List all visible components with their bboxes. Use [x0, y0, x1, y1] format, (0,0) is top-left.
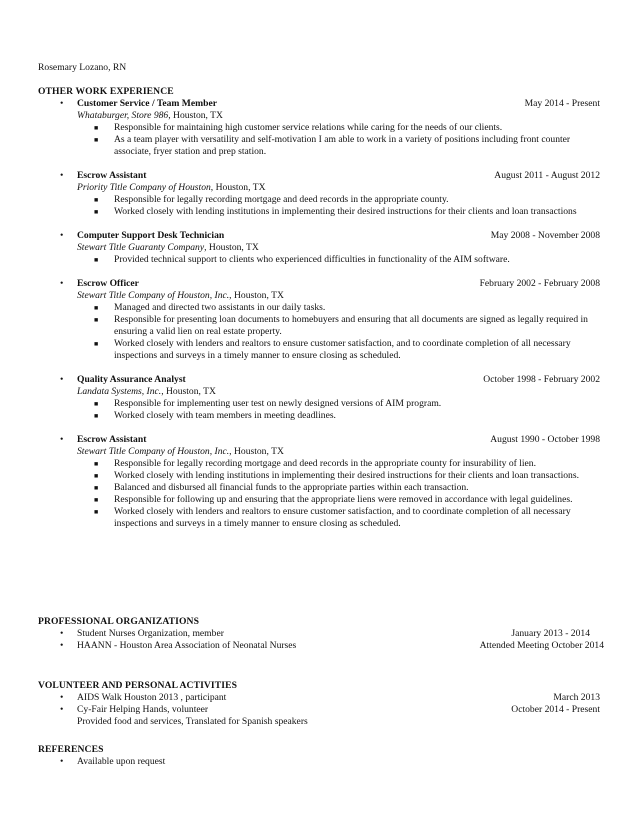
bullet-icon: • — [60, 434, 64, 445]
square-bullet-icon: ■ — [94, 208, 99, 216]
job-title: Escrow Assistant — [77, 170, 147, 181]
section-title: REFERENCES — [38, 744, 104, 755]
job-entry — [38, 374, 600, 422]
job-date: February 2002 - February 2008 — [479, 278, 600, 289]
job-date: May 2014 - Present — [524, 98, 600, 109]
job-company: Stewart Title Company of Houston, Inc., Houston, TX — [77, 446, 284, 457]
duty-item: ■ Managed and directed two assistants in our daily tasks. — [94, 302, 326, 313]
square-bullet-icon: ■ — [94, 136, 99, 144]
candidate-name: Rosemary Lozano, RN — [38, 62, 127, 73]
list-item — [38, 756, 600, 768]
job-company: Landata Systems, Inc., Houston, TX — [77, 386, 216, 397]
volunteer-section — [38, 680, 600, 728]
job-entry — [38, 278, 600, 362]
square-bullet-icon: ■ — [94, 316, 99, 324]
job-company: Stewart Title Guaranty Company, Houston, TX — [77, 242, 259, 253]
professional-organizations-section — [38, 616, 604, 652]
org-label: Student Nurses Organization, member — [77, 628, 224, 639]
bullet-icon: • — [60, 374, 64, 385]
org-label: HAANN - Houston Area Association of Neonatal Nurses — [77, 640, 297, 651]
section-title: VOLUNTEER AND PERSONAL ACTIVITIES — [38, 680, 238, 691]
activity-label: Cy-Fair Helping Hands, volunteer — [77, 704, 209, 715]
job-title: Escrow Officer — [77, 278, 139, 289]
bullet-icon: • — [60, 704, 64, 715]
duty-item: ■ Responsible for presenting loan documents to homebuyers and ensuring that all documents are signed as legally required in ensuring a valid lien on real estate property. — [94, 314, 588, 337]
list-item — [38, 692, 600, 704]
list-item — [38, 704, 600, 716]
references-section — [38, 744, 600, 768]
bullet-icon: • — [60, 230, 64, 241]
duty-item: ■ As a team player with versatility and self-motivation I am able to work in a variety of positions including front counter associate, fryer station and prep station. — [94, 134, 571, 157]
square-bullet-icon: ■ — [94, 400, 99, 408]
work-experience-section — [38, 86, 600, 530]
job-date: May 2008 - November 2008 — [490, 230, 600, 241]
section-title: OTHER WORK EXPERIENCE — [38, 86, 174, 97]
square-bullet-icon: ■ — [94, 304, 99, 312]
bullet-icon: • — [60, 170, 64, 181]
job-entry — [38, 98, 600, 158]
duty-item: ■ Responsible for legally recording mortgage and deed records in the appropriate county for insurability of lien. — [94, 458, 536, 469]
activity-date: October 2014 - Present — [511, 704, 600, 715]
job-date: August 2011 - August 2012 — [494, 170, 600, 181]
job-entry — [38, 434, 600, 530]
square-bullet-icon: ■ — [94, 460, 99, 468]
bullet-icon: • — [60, 98, 64, 109]
job-entry — [38, 230, 600, 266]
square-bullet-icon: ■ — [94, 508, 99, 516]
job-company: Priority Title Company of Houston, Houston, TX — [77, 182, 266, 193]
job-company: Stewart Title Company of Houston, Inc., Houston, TX — [77, 290, 284, 301]
square-bullet-icon: ■ — [94, 196, 99, 204]
duty-item: ■ Worked closely with team members in meeting deadlines. — [94, 410, 336, 421]
bullet-icon: • — [60, 628, 64, 639]
bullet-icon: • — [60, 756, 64, 767]
square-bullet-icon: ■ — [94, 124, 99, 132]
list-item — [38, 640, 604, 652]
square-bullet-icon: ■ — [94, 256, 99, 264]
job-title: Escrow Assistant — [77, 434, 147, 445]
duty-item: ■ Provided technical support to clients who experienced difficulties in functionality of the AIM software. — [94, 254, 510, 265]
job-title: Customer Service / Team Member — [77, 98, 217, 109]
list-item — [38, 628, 600, 640]
activity-date: March 2013 — [553, 692, 600, 703]
activity-note: Provided food and services, Translated for Spanish speakers — [77, 716, 308, 727]
square-bullet-icon: ■ — [94, 412, 99, 420]
job-title: Computer Support Desk Technician — [77, 230, 225, 241]
duty-item: ■ Responsible for following up and ensuring that the appropriate liens were removed in accordance with legal guidelines. — [94, 494, 573, 505]
duty-item: ■ Worked closely with lenders and realtors to ensure customer satisfaction, and to coordinate completion of all necessary inspections and surveys in a timely manner to ensure closing as scheduled. — [94, 338, 571, 361]
job-entry — [38, 170, 600, 218]
job-title: Quality Assurance Analyst — [77, 374, 186, 385]
duty-item: ■ Worked closely with lenders and realtors to ensure customer satisfaction, and to coordinate completion of all necessary inspections and surveys in a timely manner to ensure closing as scheduled. — [94, 506, 571, 529]
reference-label: Available upon request — [77, 756, 166, 767]
activity-label: AIDS Walk Houston 2013 , participant — [77, 692, 227, 703]
square-bullet-icon: ■ — [94, 340, 99, 348]
bullet-icon: • — [60, 640, 64, 651]
duty-item: ■ Responsible for implementing user test on newly designed versions of AIM program. — [94, 398, 442, 409]
duty-item: ■ Worked closely with lending institutions in implementing their desired instructions for their clients and loan transactions — [94, 206, 577, 217]
duty-item: ■ Worked closely with lending institutions in implementing their desired instructions for their clients and loan transactions. — [94, 470, 579, 481]
square-bullet-icon: ■ — [94, 472, 99, 480]
square-bullet-icon: ■ — [94, 484, 99, 492]
duty-item: ■ Balanced and disbursed all financial funds to the appropriate parties within each transaction. — [94, 482, 469, 493]
job-company: Whataburger, Store 986, Houston, TX — [77, 110, 223, 121]
job-date: August 1990 - October 1998 — [490, 434, 600, 445]
duty-item: ■ Responsible for legally recording mortgage and deed records in the appropriate county. — [94, 194, 449, 205]
bullet-icon: • — [60, 278, 64, 289]
duty-item: ■ Responsible for maintaining high customer service relations while caring for the needs of our clients. — [94, 122, 503, 133]
org-date: Attended Meeting October 2014 — [479, 640, 604, 651]
square-bullet-icon: ■ — [94, 496, 99, 504]
job-date: October 1998 - February 2002 — [483, 374, 600, 385]
org-date: January 2013 - 2014 — [511, 628, 590, 639]
bullet-icon: • — [60, 692, 64, 703]
section-title: PROFESSIONAL ORGANIZATIONS — [38, 616, 200, 627]
